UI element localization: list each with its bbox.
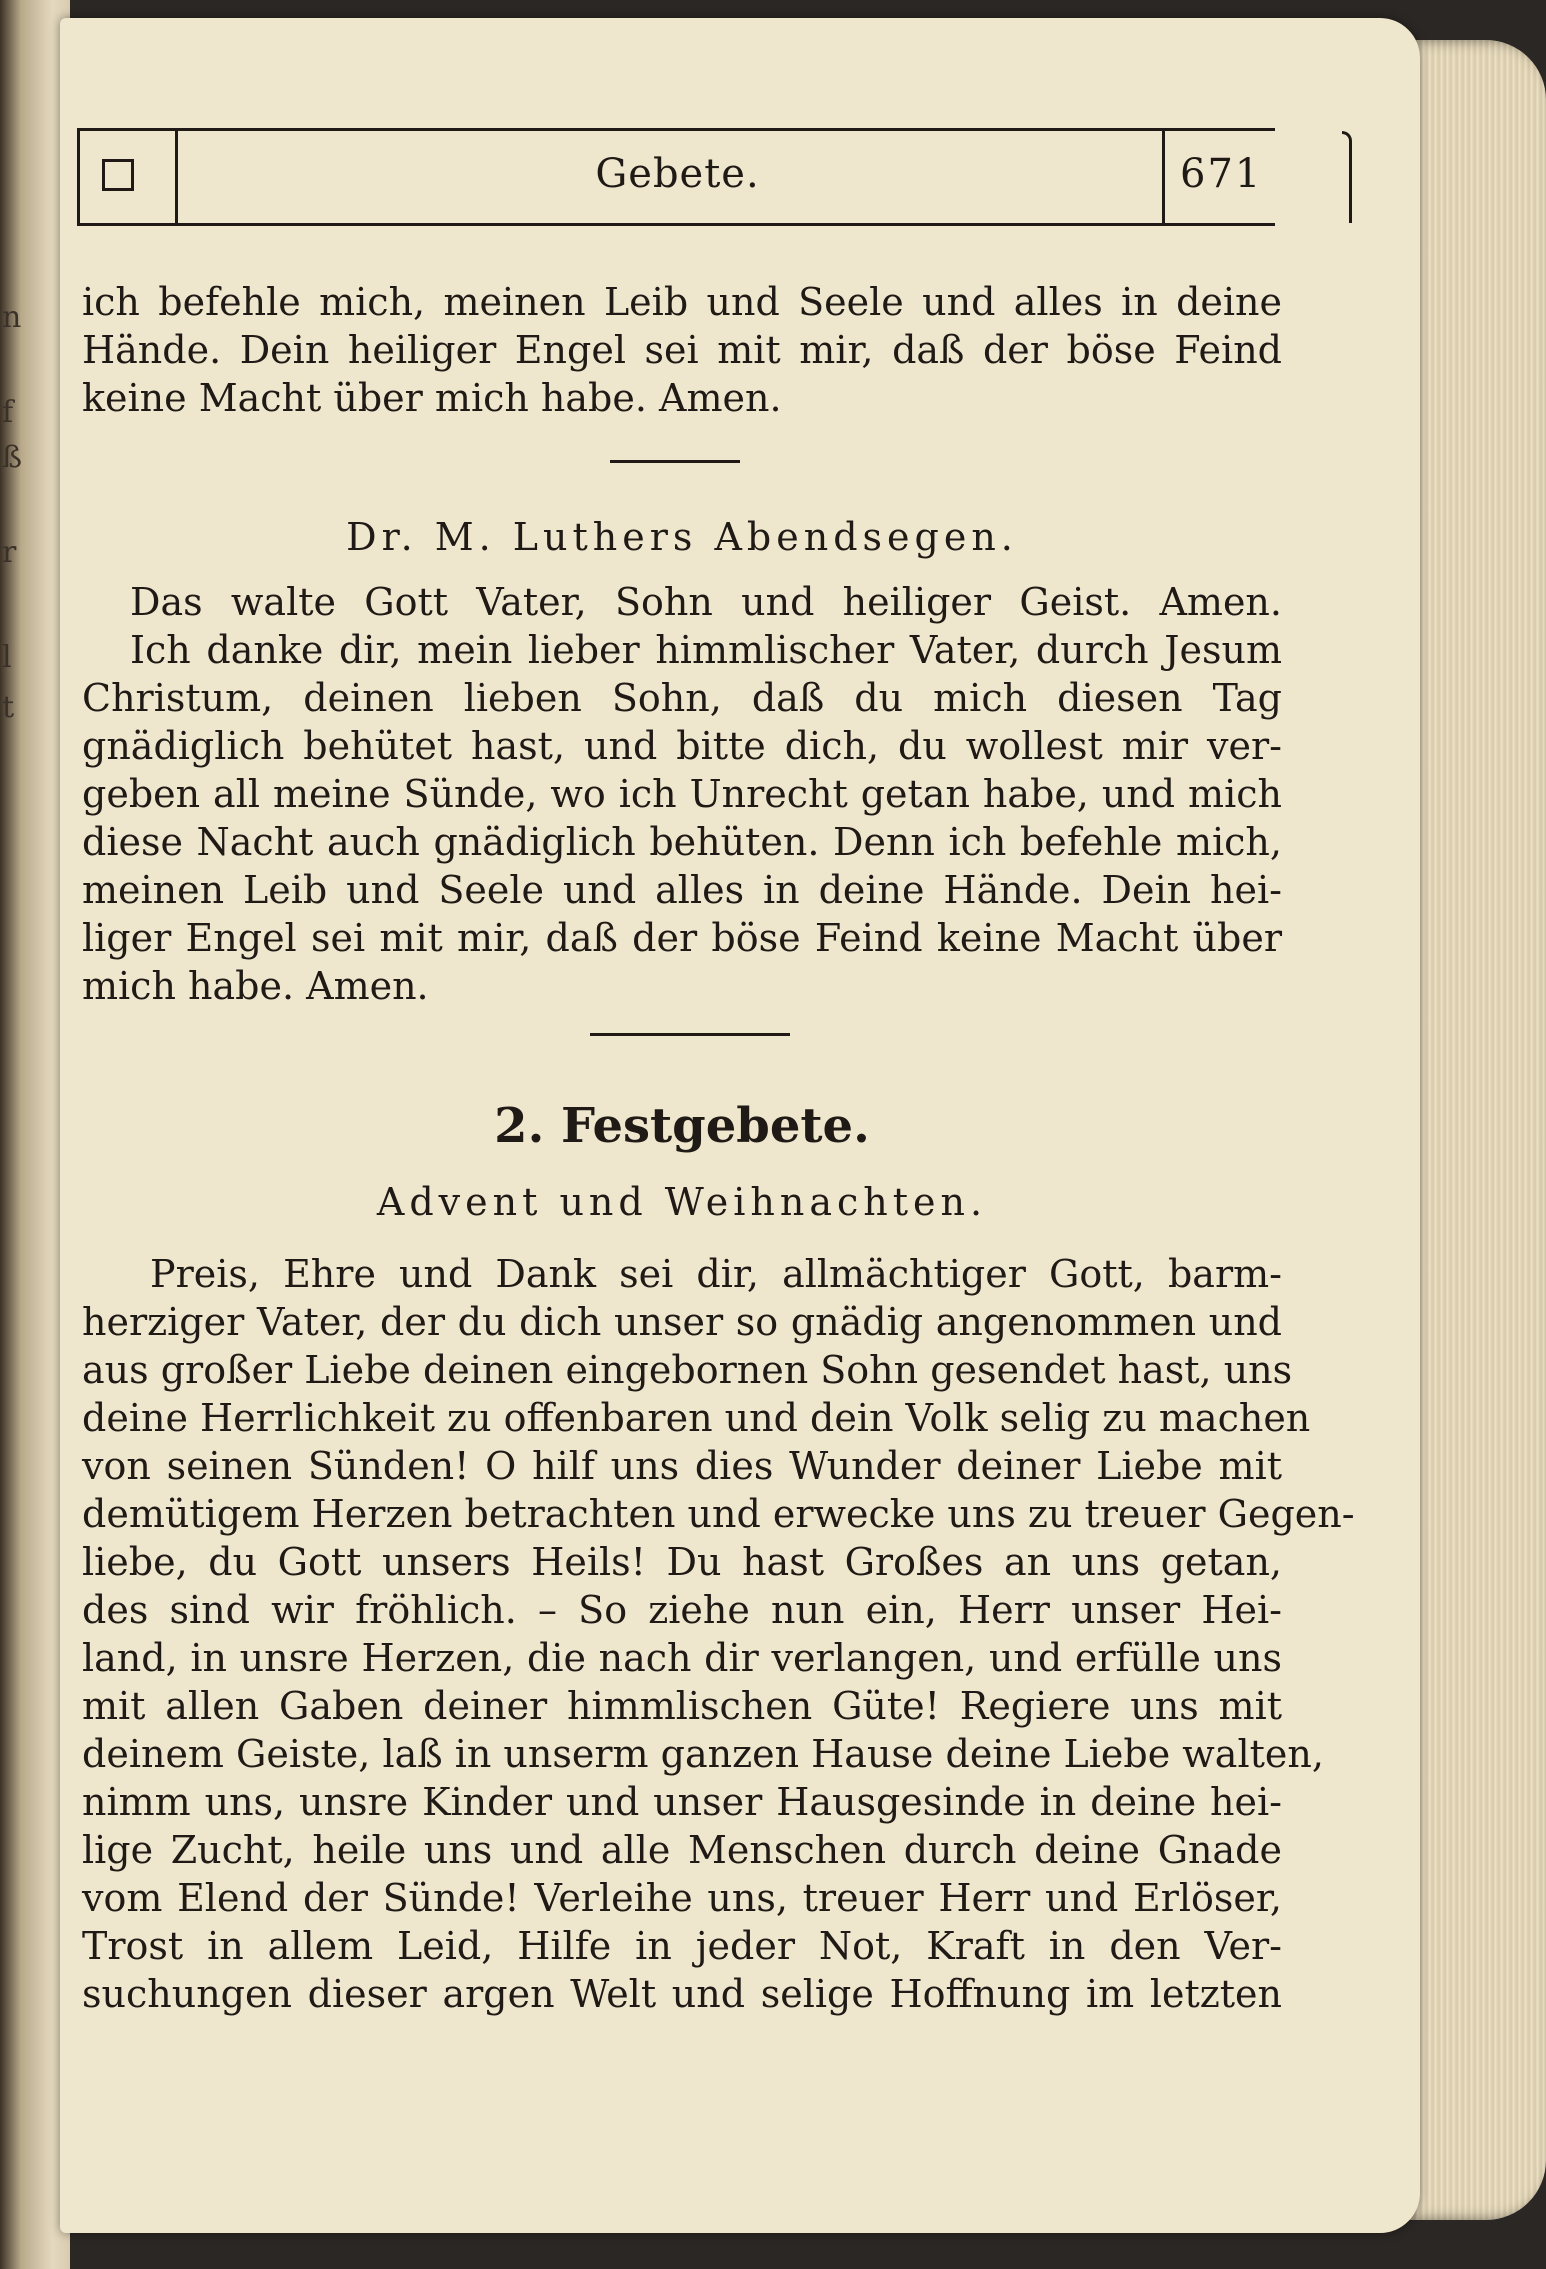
text-line: meinen Leib und Seele und alles in deine Hände. Dein hei- <box>82 868 1282 912</box>
text-line: keine Macht über mich habe. Amen. <box>82 376 782 420</box>
divider-rule <box>590 1033 790 1036</box>
header-divider <box>1162 131 1165 223</box>
text-line: Trost in allem Leid, Hilfe in jeder Not, Kraft in den Ver- <box>82 1924 1282 1968</box>
edge-letter: r <box>2 535 17 570</box>
text-line: deinem Geiste, laß in unserm ganzen Hause deine Liebe walten, <box>82 1732 1324 1776</box>
text-line: ich befehle mich, meinen Leib und Seele und alles in deine <box>82 280 1282 324</box>
edge-letter: ß <box>2 440 23 475</box>
text-line: lige Zucht, heile uns und alle Menschen durch deine Gnade <box>82 1828 1282 1872</box>
running-header <box>77 128 1275 226</box>
text-line: geben all meine Sünde, wo ich Unrecht getan habe, und mich <box>82 772 1282 816</box>
text-line: demütigem Herzen betrachten und erwecke uns zu treuer Gegen- <box>82 1492 1355 1536</box>
prayer-title: Dr. M. Luthers Abendsegen. <box>346 515 1018 559</box>
text-line: nimm uns, unsre Kinder und unser Hausgesinde in deine hei- <box>82 1780 1282 1824</box>
text-line: von seinen Sünden! O hilf uns dies Wunder deiner Liebe mit <box>82 1444 1282 1488</box>
text-line: mich habe. Amen. <box>82 964 429 1008</box>
text-line: deine Herrlichkeit zu offenbaren und dein Volk selig zu machen <box>82 1396 1311 1440</box>
prayer-title: Advent und Weihnachten. <box>376 1180 988 1224</box>
text-line: Preis, Ehre und Dank sei dir, allmächtiger Gott, barm- <box>150 1252 1282 1296</box>
text-line: gnädiglich behütet hast, und bitte dich, du wollest mir ver- <box>82 724 1282 768</box>
text-line: liebe, du Gott unsers Heils! Du hast Großes an uns getan, <box>82 1540 1282 1584</box>
divider-rule <box>610 460 740 463</box>
edge-letter: f <box>2 395 14 430</box>
text-line: diese Nacht auch gnädiglich behüten. Denn ich befehle mich, <box>82 820 1282 864</box>
header-bracket <box>1342 131 1352 223</box>
text-line: liger Engel sei mit mir, daß der böse Feind keine Macht über <box>82 916 1282 960</box>
page-edges <box>1400 40 1546 2220</box>
text-line: Hände. Dein heiliger Engel sei mit mir, daß der böse Feind <box>82 328 1282 372</box>
text-line: herziger Vater, der du dich unser so gnädig angenommen und <box>82 1300 1282 1344</box>
edge-letter: n <box>2 300 22 335</box>
text-line: vom Elend der Sünde! Verleihe uns, treuer Herr und Erlöser, <box>82 1876 1282 1920</box>
text-line: land, in unsre Herzen, die nach dir verlangen, und erfülle uns <box>82 1636 1282 1680</box>
header-title: Gebete. <box>595 151 760 197</box>
previous-page-edge-letters <box>0 0 22 2269</box>
text-line: aus großer Liebe deinen eingebornen Sohn gesendet hast, uns <box>82 1348 1293 1392</box>
text-line: Ich danke dir, mein lieber himmlischer Vater, durch Jesum <box>130 628 1282 672</box>
text-line: Das walte Gott Vater, Sohn und heiliger Geist. Amen. <box>130 580 1282 624</box>
text-line: mit allen Gaben deiner himmlischen Güte! Regiere uns mit <box>82 1684 1282 1728</box>
page-number: 671 <box>1180 151 1263 197</box>
text-line: Christum, deinen lieben Sohn, daß du mich diesen Tag <box>82 676 1282 720</box>
text-line: suchungen dieser argen Welt und selige Hoffnung im letzten <box>82 1972 1282 2016</box>
section-title: 2. Festgebete. <box>494 1098 870 1154</box>
edge-letter: l <box>2 640 12 675</box>
edge-letter: t <box>2 690 15 725</box>
text-line: des sind wir fröhlich. – So ziehe nun ein, Herr unser Hei- <box>82 1588 1282 1632</box>
